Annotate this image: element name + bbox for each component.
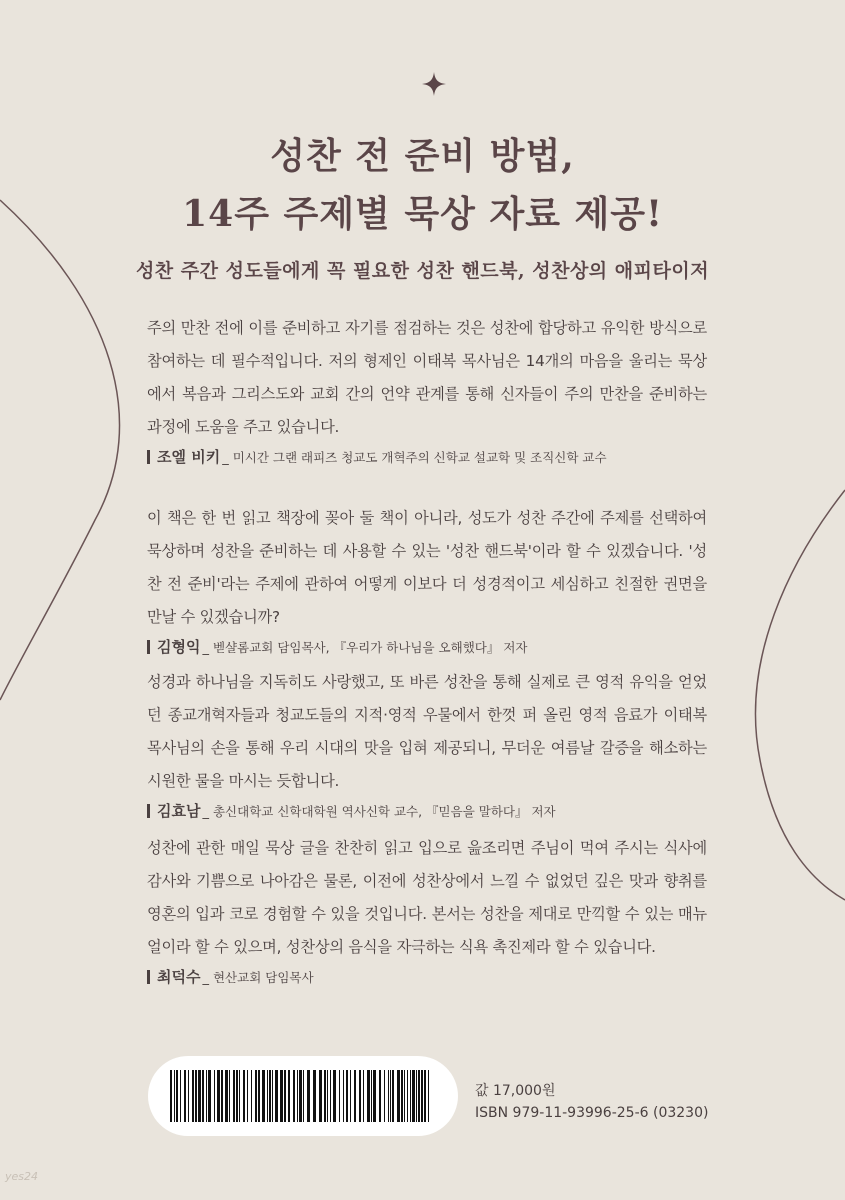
bar-marker-icon [147,450,150,464]
reviewer-desc: 총신대학교 신학대학원 역사신학 교수, 『믿음을 말하다』 저자 [212,804,556,819]
review-attribution: 최덕수 _ 현산교회 담임목사 [147,966,707,987]
review-attribution: 조엘 비키 _ 미시간 그랜 래피즈 청교도 개혁주의 신학교 설교학 및 조직신학 교수 [147,446,707,467]
review-attribution: 김효남 _ 총신대학교 신학대학원 역사신학 교수, 『믿음을 말하다』 저자 [147,800,707,821]
watermark: yes24 [5,1170,39,1183]
reviewer-name: 김형익 [157,638,201,656]
sparkle-star-icon [422,72,446,96]
barcode-icon [170,1070,436,1122]
reviewer-name: 조엘 비키 [157,448,221,466]
subtitle: 성찬 주간 성도들에게 꼭 필요한 성찬 핸드북, 성찬상의 애피타이저 [135,260,710,282]
review-text: 성경과 하나님을 지독히도 사랑했고, 또 바른 성찬을 통해 실제로 큰 영적 유익을 얻었던 종교개혁자들과 청교도들의 지적·영적 우물에서 한껏 퍼 올린 영적 음료가 이태복 목사님의 손을 통해 우리 시대의 맛을 입혀 제공되니, 무더운 여름날 갈증을 해소하는 시원한 물을 마시는 듯합니다. [147,673,707,790]
price-block [475,1080,708,1124]
review-text: 이 책은 한 번 읽고 책장에 꽂아 둘 책이 아니라, 성도가 성찬 주간에 주제를 선택하여 묵상하며 성찬을 준비하는 데 사용할 수 있는 '성찬 핸드북'이라 할 수 있겠습니다. '성찬 전 준비'라는 주제에 관하여 어떻게 이보다 더 성경적이고 세심하고 친절한 권면을 만날 수 있겠습니까? [147,509,707,626]
bar-marker-icon [147,640,150,654]
headline-line-2: 14주 주제별 묵상 자료 제공! [182,193,663,235]
bar-marker-icon [147,804,150,818]
reviewer-name: 김효남 [157,802,201,820]
reviewer-desc: 벧샬롬교회 담임목사, 『우리가 하나님을 오해했다』 저자 [212,640,528,655]
review-2 [147,502,707,657]
price-label: 값 17,000원 [475,1083,556,1099]
review-1 [147,312,707,467]
review-attribution: 김형익 _ 벧샬롬교회 담임목사, 『우리가 하나님을 오해했다』 저자 [147,636,707,657]
review-3 [147,666,707,821]
reviewer-desc: 미시간 그랜 래피즈 청교도 개혁주의 신학교 설교학 및 조직신학 교수 [232,450,607,465]
bar-marker-icon [147,970,150,984]
headline-line-1: 성찬 전 준비 방법, [270,135,575,177]
reviewer-desc: 현산교회 담임목사 [212,970,314,985]
reviewer-name: 최덕수 [157,968,201,986]
isbn-label: ISBN 979-11-93996-25-6 (03230) [475,1105,709,1121]
review-4 [147,832,707,987]
review-text: 성찬에 관한 매일 묵상 글을 찬찬히 읽고 입으로 읊조리면 주님이 먹여 주시는 식사에 감사와 기쁨으로 나아감은 물론, 이전에 성찬상에서 느낄 수 없었던 깊은 맛과 향취를 영혼의 입과 코로 경험할 수 있을 것입니다. 본서는 성찬을 제대로 만끽할 수 있는 매뉴얼이라 할 수 있으며, 성찬상의 음식을 자극하는 식욕 촉진제라 할 수 있습니다. [147,839,707,956]
barcode-panel [148,1056,458,1136]
review-text: 주의 만찬 전에 이를 준비하고 자기를 점검하는 것은 성찬에 합당하고 유익한 방식으로 참여하는 데 필수적입니다. 저의 형제인 이태복 목사님은 14개의 마음을 울리는 묵상에서 복음과 그리스도와 교회 간의 언약 관계를 통해 신자들이 주의 만찬을 준비하는 과정에 도움을 주고 있습니다. [147,319,707,436]
